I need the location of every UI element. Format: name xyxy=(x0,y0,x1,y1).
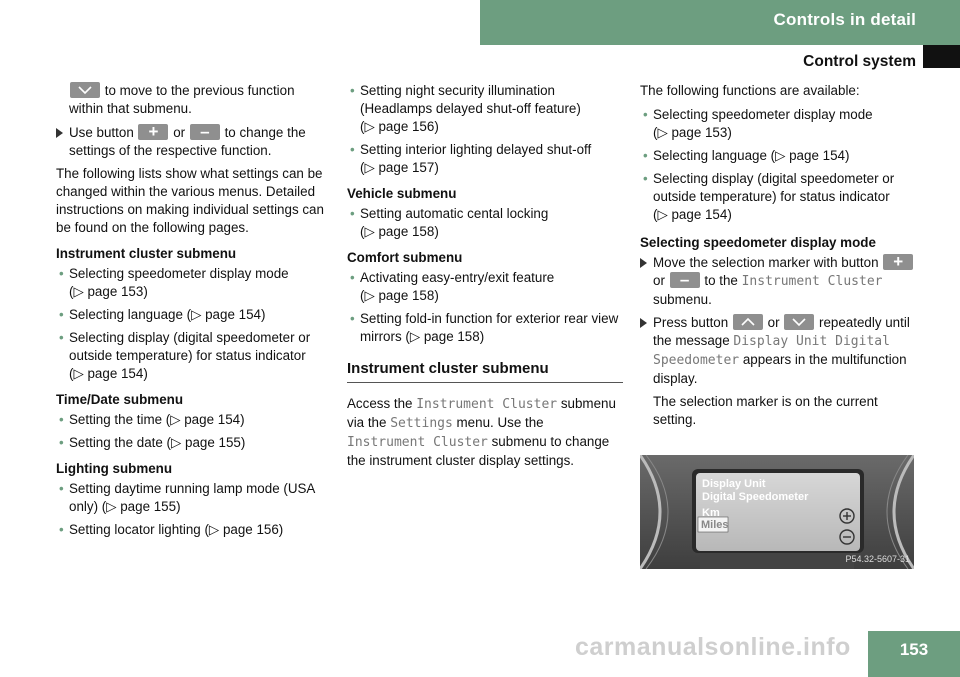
step-arrow-icon xyxy=(56,128,63,138)
multifunction-display-photo xyxy=(640,455,914,569)
list-item: • Setting automatic cental locking (▷ page 158) xyxy=(347,205,623,241)
step-change-settings: Use button + or – to change the settings of the respective function. xyxy=(56,124,332,160)
step-press-button: Press button or repeatedly until the message Display Unit Digital Speedometer appears in the multifunction display. xyxy=(640,314,916,388)
step-arrow-icon xyxy=(640,318,647,328)
time-date-heading: Time/Date submenu xyxy=(56,392,183,407)
intro-paragraph: The following lists show what settings can be changed within the various menus. Detailed instructions on making individual settings can be found on the following pages. xyxy=(56,166,324,235)
chapter-header-bar xyxy=(480,0,960,45)
display-line-1: Display Unit xyxy=(702,478,766,490)
vehicle-heading: Vehicle submenu xyxy=(347,186,457,201)
display-option-miles: Miles xyxy=(701,519,729,531)
chapter-title: Controls in detail xyxy=(773,10,916,29)
list-item: • Activating easy-entry/exit feature (▷ page 158) xyxy=(347,269,623,305)
list-item: • Setting locator lighting (▷ page 156) xyxy=(56,521,332,539)
list-item: • Setting fold-in function for exterior rear view mirrors (▷ page 158) xyxy=(347,310,623,346)
list-item: • Setting night security illumination (Headlamps delayed shut-off feature) (▷ page 156) xyxy=(347,82,623,136)
display-line-2: Digital Speedometer xyxy=(702,491,809,503)
selecting-speedometer-heading: Selecting speedometer display mode xyxy=(640,235,876,250)
watermark: carmanualsonline.info xyxy=(575,633,851,661)
list-item: • Setting interior lighting delayed shut-off (▷ page 157) xyxy=(347,141,623,177)
step-arrow-icon xyxy=(640,258,647,268)
image-code: P54.32-5607-31 xyxy=(845,554,910,564)
list-item: • Selecting display (digital speedometer or outside temperature) for status indicator (▷ page 154) xyxy=(56,329,332,383)
instrument-cluster-section-heading: Instrument cluster submenu xyxy=(347,360,623,383)
column-left xyxy=(56,82,332,544)
fragment-paragraph: to move to the previous function within that submenu. xyxy=(69,83,295,116)
access-paragraph: Access the Instrument Cluster submenu via the Settings menu. Use the Instrument Cluster submenu to change the instrument cluster display settings. xyxy=(347,396,616,468)
display-illustration xyxy=(640,455,914,569)
instrument-cluster-heading: Instrument cluster submenu xyxy=(56,246,237,261)
list-item: • Selecting language (▷ page 154) xyxy=(640,147,916,165)
display-option-km: Km xyxy=(702,507,720,519)
list-item: • Selecting speedometer display mode (▷ page 153) xyxy=(56,265,332,301)
list-item: • Selecting language (▷ page 154) xyxy=(56,306,332,324)
plus-button-icon: + xyxy=(883,254,913,270)
column-right xyxy=(640,82,916,435)
up-arrow-button-icon xyxy=(733,314,763,330)
plus-button-icon: + xyxy=(138,124,168,140)
down-arrow-button-icon xyxy=(70,82,100,98)
functions-intro: The following functions are available: xyxy=(640,83,860,98)
comfort-heading: Comfort submenu xyxy=(347,250,463,265)
column-middle xyxy=(347,82,623,476)
list-item: • Selecting display (digital speedometer or outside temperature) for status indicator (▷ page 154) xyxy=(640,170,916,224)
step-move-marker: Move the selection marker with button + or – to the Instrument Cluster submenu. xyxy=(640,254,916,309)
minus-button-icon: – xyxy=(190,124,220,140)
list-item: • Setting daytime running lamp mode (USA only) (▷ page 155) xyxy=(56,480,332,516)
lighting-heading: Lighting submenu xyxy=(56,461,173,476)
minus-button-icon: – xyxy=(670,272,700,288)
down-arrow-button-icon xyxy=(784,314,814,330)
list-item: • Setting the date (▷ page 155) xyxy=(56,434,332,452)
list-item: • Setting the time (▷ page 154) xyxy=(56,411,332,429)
page-number: 153 xyxy=(899,640,929,659)
section-tab-marker xyxy=(923,45,960,68)
list-item: • Selecting speedometer display mode (▷ page 153) xyxy=(640,106,916,142)
step-note: The selection marker is on the current setting. xyxy=(653,394,878,427)
page-number-box xyxy=(868,631,960,677)
section-title: Control system xyxy=(803,53,916,70)
